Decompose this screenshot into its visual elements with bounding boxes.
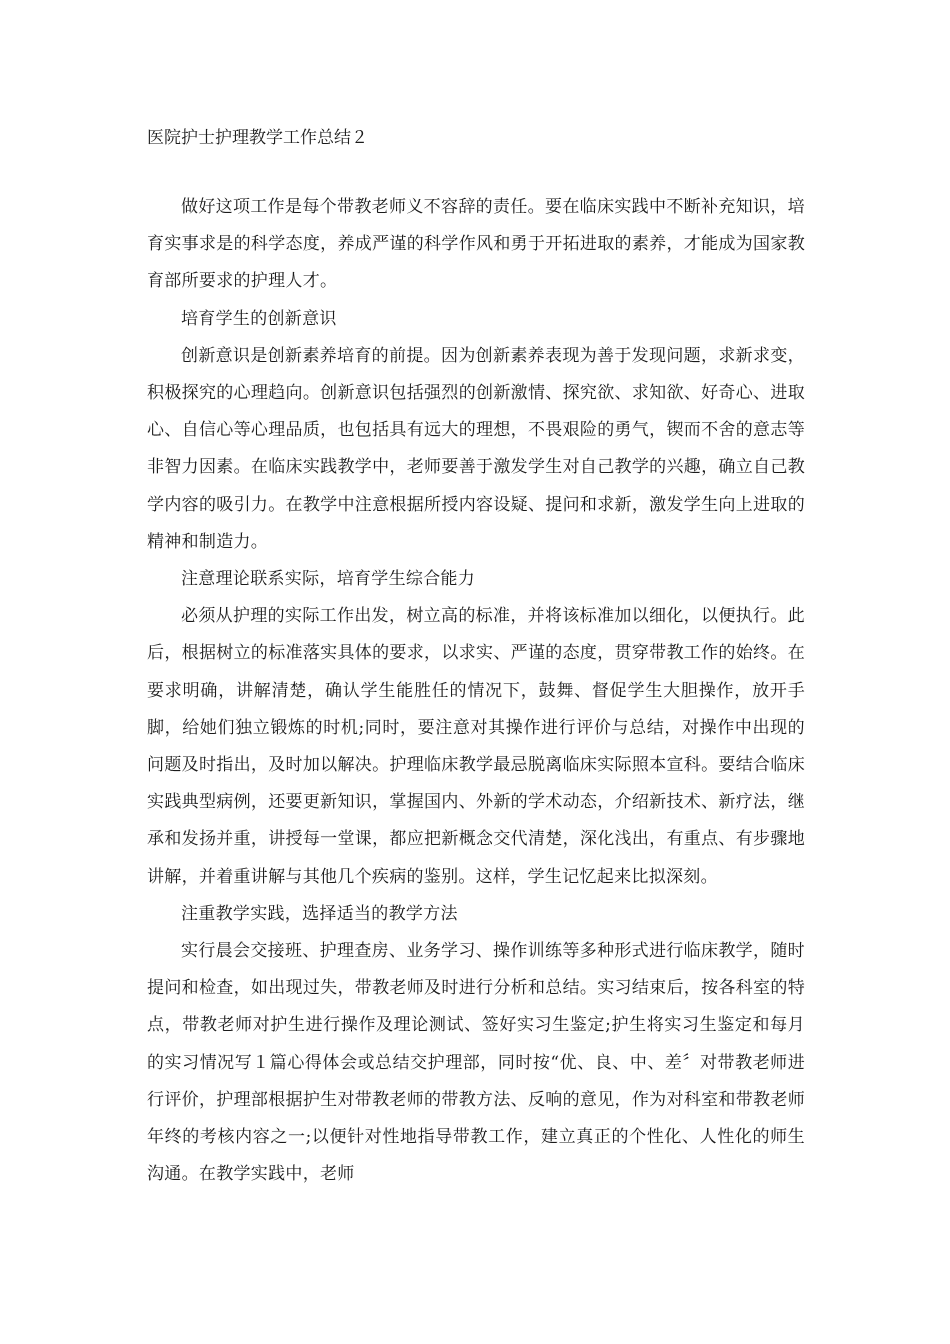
- document-body: [147, 189, 805, 1193]
- document-title: 医院护士护理教学工作总结２: [147, 128, 368, 148]
- section-heading-teaching-methods: 注重教学实践，选择适当的教学方法: [181, 903, 458, 924]
- section-heading-innovation: 培育学生的创新意识: [181, 308, 337, 329]
- paragraph-theory-practice: 必须从护理的实际工作出发，树立高的标准，并将该标准加以细化，以便执行。此后，根据树立的标准落实具体的要求，以求实、严谨的态度，贯穿带教工作的始终。在要求明确，讲解清楚，确认学生能胜任的情况下，鼓舞、督促学生大胆操作，放开手脚，给她们独立锻炼的时机;同时，要注意对其操作进行评价与总结，对操作中出现的问题及时指出，及时加以解决。护理临床教学最忌脱离临床实际照本宣科。要结合临床实践典型病例，还要更新知识，掌握国内、外新的学术动态，介绍新技术、新疗法，继承和发扬并重，讲授每一堂课，都应把新概念交代清楚，深化浅出，有重点、有步骤地讲解，并着重讲解与其他几个疾病的鉴别。这样，学生记忆起来比拟深刻。: [147, 606, 805, 887]
- paragraph-innovation: 创新意识是创新素养培育的前提。因为创新素养表现为善于发现问题，求新求变，积极探究的心理趋向。创新意识包括强烈的创新激情、探究欲、求知欲、好奇心、进取心、自信心等心理品质，也包括具有远大的理想，不畏艰险的勇气，锲而不舍的意志等非智力因素。在临床实践教学中，老师要善于激发学生对自己教学的兴趣，确立自己教学内容的吸引力。在教学中注意根据所授内容设疑、提问和求新，激发学生向上进取的精神和制造力。: [147, 345, 805, 552]
- paragraph-intro: 做好这项工作是每个带教老师义不容辞的责任。要在临床实践中不断补充知识，培育实事求是的科学态度，养成严谨的科学作风和勇于开拓进取的素养，才能成为国家教育部所要求的护理人才。: [147, 197, 805, 292]
- section-heading-theory-practice: 注意理论联系实际，培育学生综合能力: [181, 569, 476, 590]
- paragraph-teaching-methods: 实行晨会交接班、护理查房、业务学习、操作训练等多种形式进行临床教学，随时提问和检查，如出现过失，带教老师及时进行分析和总结。实习结束后，按各科室的特点，带教老师对护生进行操作及理论测试、签好实习生鉴定;护生将实习生鉴定和每月的实习情况写１篇心得体会或总结交护理部，同时按“优、良、中、差〞对带教老师进行评价，护理部根据护生对带教老师的带教方法、反响的意见，作为对科室和带教老师年终的考核内容之一;以便针对性地指导带教工作，建立真正的个性化、人性化的师生沟通。在教学实践中，老师: [147, 941, 805, 1185]
